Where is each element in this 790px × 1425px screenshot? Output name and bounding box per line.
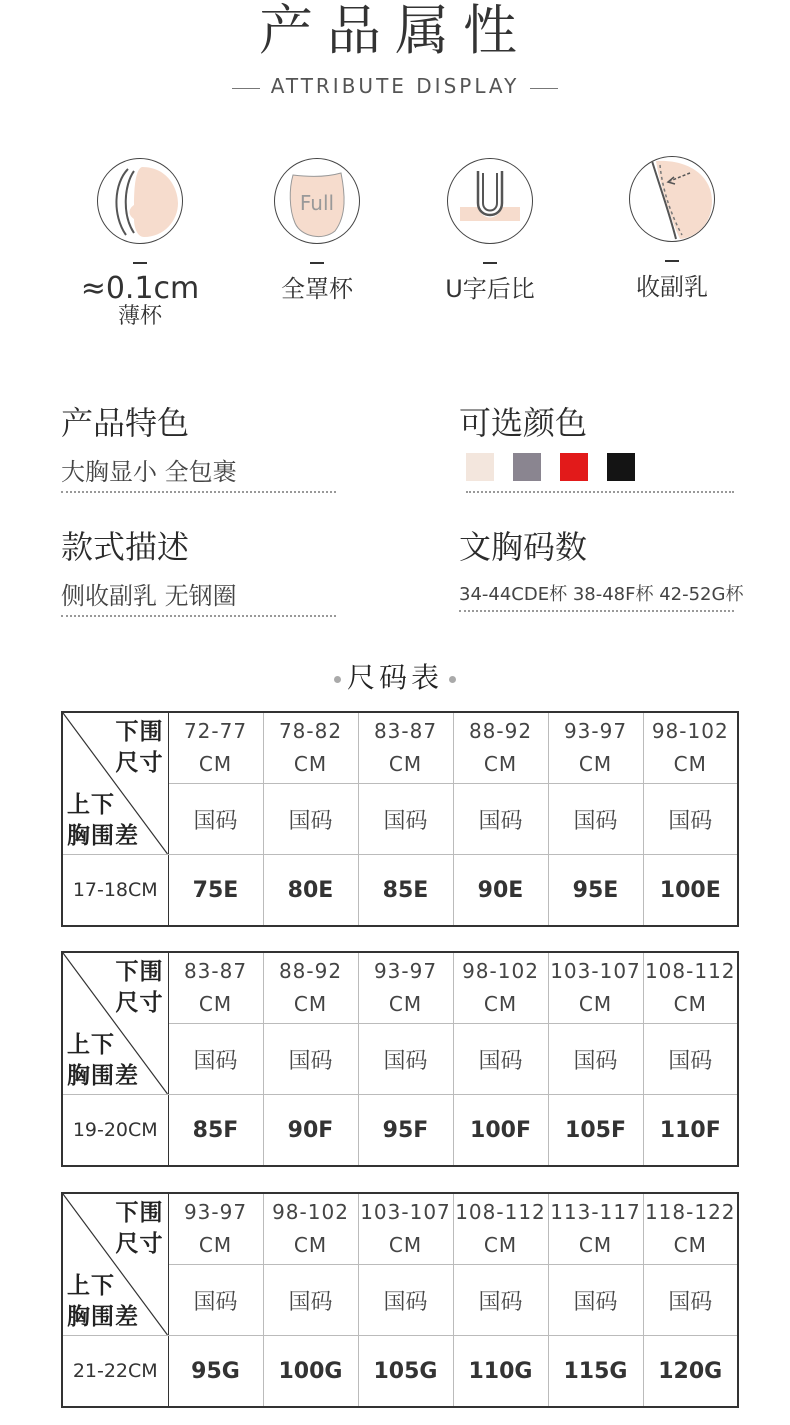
attribute-u-back (415, 158, 565, 304)
attribute-full-cup (242, 158, 392, 304)
bra-size-cell: 85F (168, 1095, 263, 1167)
attribute-label: 全罩杯 (281, 275, 353, 303)
size-table (61, 711, 739, 927)
corner-top-line: 尺寸 (115, 1231, 164, 1257)
unit-label: CM (388, 1233, 423, 1257)
side-gather-icon (629, 156, 715, 242)
corner-top-line: 尺寸 (115, 750, 164, 776)
unit-label: CM (293, 752, 328, 776)
unit-label: CM (198, 1233, 233, 1257)
attribute-label: ≈0.1cm (80, 271, 200, 306)
underbust-range-cell (168, 1193, 263, 1265)
corner-top-line: 下围 (115, 719, 164, 745)
national-size-label: 国码 (168, 1265, 263, 1336)
underbust-range-cell (453, 1193, 548, 1265)
bra-size-cell: 110G (453, 1336, 548, 1408)
corner-bottom-line: 胸围差 (67, 823, 139, 849)
full-cup-icon-text: Full (299, 191, 335, 215)
national-size-label: 国码 (263, 1024, 358, 1095)
national-size-label: 国码 (643, 1024, 738, 1095)
unit-label: CM (578, 752, 613, 776)
u-back-icon (447, 158, 533, 244)
bra-size-cell: 100G (263, 1336, 358, 1408)
underbust-range-cell (453, 952, 548, 1024)
corner-top-label (116, 717, 164, 779)
bra-size-cell: 95E (548, 855, 643, 927)
national-size-label: 国码 (453, 1265, 548, 1336)
underbust-range-cell (168, 712, 263, 784)
underbust-range-cell (548, 952, 643, 1024)
color-swatches (466, 453, 734, 493)
national-size-label: 国码 (548, 784, 643, 855)
unit-label: CM (483, 752, 518, 776)
underbust-range-cell (548, 1193, 643, 1265)
bra-size-cell: 100F (453, 1095, 548, 1167)
underbust-range-cell (453, 712, 548, 784)
national-size-label: 国码 (358, 1265, 453, 1336)
underbust-range: 93-97 (373, 959, 438, 983)
color-swatch[interactable] (466, 453, 494, 481)
corner-bottom-label (67, 790, 139, 852)
national-size-label: 国码 (358, 784, 453, 855)
unit-label: CM (388, 992, 423, 1016)
unit-label: CM (483, 1233, 518, 1257)
bra-size-cell: 90E (453, 855, 548, 927)
bra-size-cell: 110F (643, 1095, 738, 1167)
underbust-range: 88-92 (468, 719, 533, 743)
underbust-range: 108-112 (644, 959, 736, 983)
underbust-range: 88-92 (278, 959, 343, 983)
attribute-thin-cup (65, 158, 215, 330)
national-size-label: 国码 (263, 784, 358, 855)
underbust-range-cell (643, 712, 738, 784)
attribute-side-gather (597, 156, 747, 302)
underbust-range-cell (548, 712, 643, 784)
underbust-range: 113-117 (550, 1200, 641, 1224)
unit-label: CM (483, 992, 518, 1016)
corner-top-line: 尺寸 (115, 990, 164, 1016)
underbust-range: 93-97 (563, 719, 628, 743)
style-heading: 款式描述 (61, 528, 190, 566)
attribute-sub: 薄杯 (117, 304, 162, 329)
corner-top-line: 下围 (115, 959, 164, 985)
underbust-range: 83-87 (373, 719, 438, 743)
corner-bottom-label (67, 1030, 139, 1092)
underbust-range: 93-97 (183, 1200, 248, 1224)
style-value: 侧收副乳 无钢圈 (61, 576, 336, 617)
color-swatch[interactable] (513, 453, 541, 481)
bust-difference: 21-22CM (62, 1336, 168, 1408)
sizes-heading: 文胸码数 (459, 528, 588, 566)
attribute-label: U字后比 (445, 275, 535, 303)
bra-size-cell: 105F (548, 1095, 643, 1167)
national-size-label: 国码 (168, 1024, 263, 1095)
underbust-range-cell (263, 712, 358, 784)
bra-size-cell: 100E (643, 855, 738, 927)
bra-size-cell: 80E (263, 855, 358, 927)
underbust-range-cell (358, 712, 453, 784)
corner-bottom-line: 上下 (67, 792, 115, 818)
corner-top-label (116, 957, 164, 1019)
unit-label: CM (673, 1233, 707, 1257)
color-swatch[interactable] (607, 453, 635, 481)
tick-mark (483, 262, 497, 264)
underbust-range-cell (358, 1193, 453, 1265)
size-chart-title-wrap (0, 656, 790, 696)
national-size-label: 国码 (643, 784, 738, 855)
size-table (61, 1192, 739, 1408)
bra-size-cell: 90F (263, 1095, 358, 1167)
national-size-label: 国码 (548, 1265, 643, 1336)
divider-right (530, 88, 558, 89)
national-size-label: 国码 (453, 784, 548, 855)
bullet-dot (334, 676, 341, 683)
bra-size-cell: 95F (358, 1095, 453, 1167)
bra-size-cell: 115G (548, 1336, 643, 1408)
corner-header (62, 952, 168, 1095)
corner-top-label (116, 1198, 164, 1260)
underbust-range: 103-107 (550, 959, 641, 983)
bra-size-cell: 120G (643, 1336, 738, 1408)
bra-size-cell: 85E (358, 855, 453, 927)
page-subtitle: ATTRIBUTE DISPLAY (270, 74, 520, 98)
national-size-label: 国码 (168, 784, 263, 855)
underbust-range: 83-87 (183, 959, 248, 983)
page-subtitle-wrap (0, 74, 790, 98)
corner-bottom-line: 上下 (67, 1273, 115, 1299)
divider-left (232, 88, 260, 89)
national-size-label: 国码 (358, 1024, 453, 1095)
features-heading: 产品特色 (61, 404, 190, 442)
underbust-range-cell (168, 952, 263, 1024)
full-cup-icon (274, 158, 360, 244)
underbust-range: 103-107 (360, 1200, 451, 1224)
tick-mark (310, 262, 324, 264)
unit-label: CM (388, 752, 423, 776)
corner-bottom-label (67, 1271, 139, 1333)
underbust-range-cell (358, 952, 453, 1024)
corner-bottom-line: 胸围差 (67, 1063, 139, 1089)
underbust-range-cell (643, 1193, 738, 1265)
underbust-range: 98-102 (272, 1200, 349, 1224)
colors-heading: 可选颜色 (459, 404, 588, 442)
unit-label: CM (198, 752, 233, 776)
unit-label: CM (293, 1233, 328, 1257)
size-chart-title: 尺码表 (346, 661, 443, 694)
underbust-range: 72-77 (183, 719, 248, 743)
unit-label: CM (578, 1233, 613, 1257)
bra-size-cell: 105G (358, 1336, 453, 1408)
features-value: 大胸显小 全包裹 (61, 452, 336, 493)
national-size-label: 国码 (548, 1024, 643, 1095)
tick-mark (133, 262, 147, 264)
bra-size-cell: 75E (168, 855, 263, 927)
national-size-label: 国码 (643, 1265, 738, 1336)
thin-cup-icon (97, 158, 183, 244)
national-size-label: 国码 (453, 1024, 548, 1095)
underbust-range: 98-102 (651, 719, 729, 743)
sizes-value: 34-44CDE杯 38-48F杯 42-52G杯 (459, 580, 734, 612)
bust-difference: 17-18CM (62, 855, 168, 927)
bra-size-cell: 95G (168, 1336, 263, 1408)
corner-top-line: 下围 (115, 1200, 164, 1226)
underbust-range-cell (643, 952, 738, 1024)
underbust-range-cell (263, 1193, 358, 1265)
unit-label: CM (673, 992, 707, 1016)
underbust-range-cell (263, 952, 358, 1024)
page-title: 产品属性 (259, 0, 531, 62)
unit-label: CM (198, 992, 233, 1016)
bullet-dot (449, 676, 456, 683)
corner-header (62, 1193, 168, 1336)
national-size-label: 国码 (263, 1265, 358, 1336)
underbust-range: 78-82 (278, 719, 343, 743)
corner-header (62, 712, 168, 855)
underbust-range: 118-122 (644, 1200, 736, 1224)
size-table (61, 951, 739, 1167)
corner-bottom-line: 上下 (67, 1032, 115, 1058)
unit-label: CM (578, 992, 613, 1016)
tick-mark (665, 260, 679, 262)
attribute-label: 收副乳 (636, 273, 708, 301)
bust-difference: 19-20CM (62, 1095, 168, 1167)
unit-label: CM (673, 752, 707, 776)
underbust-range: 98-102 (462, 959, 539, 983)
unit-label: CM (293, 992, 328, 1016)
underbust-range: 108-112 (455, 1200, 546, 1224)
color-swatch[interactable] (560, 453, 588, 481)
corner-bottom-line: 胸围差 (67, 1304, 139, 1330)
